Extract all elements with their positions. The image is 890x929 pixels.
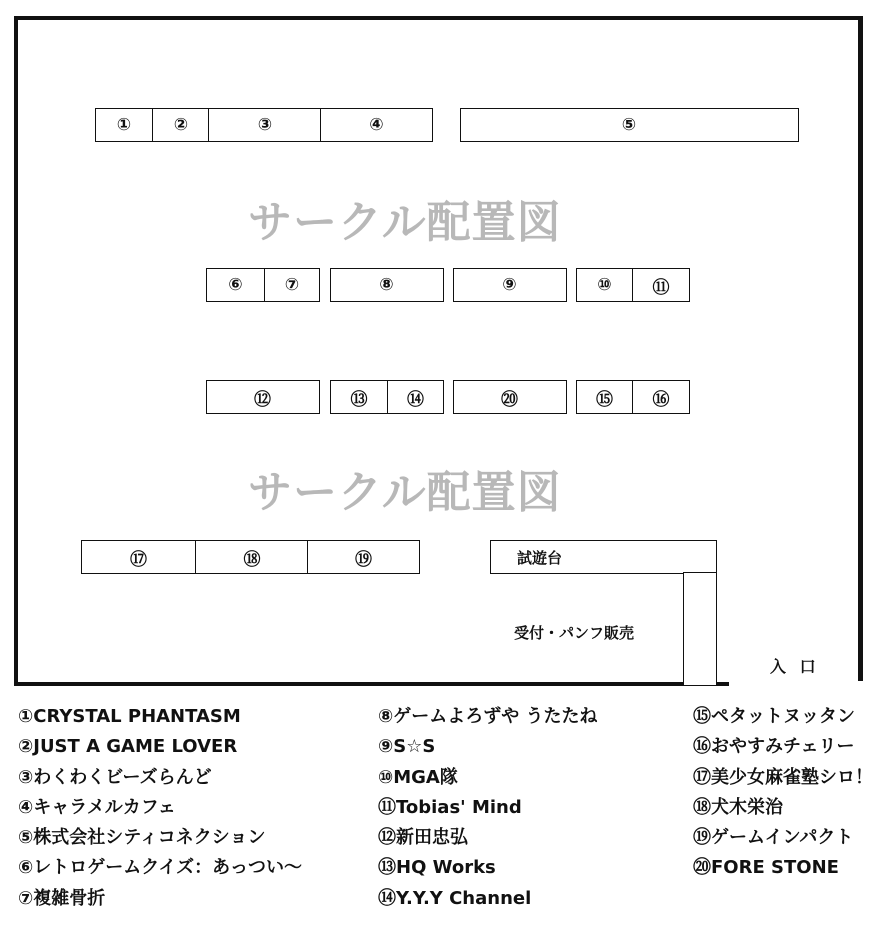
booth-15: ⑮ xyxy=(596,389,613,410)
table-row-3-a xyxy=(206,380,320,414)
booth-16: ⑯ xyxy=(632,381,689,413)
table-row-1-right xyxy=(460,108,799,142)
reception-label: 受付・パンフ販売 xyxy=(514,624,635,642)
entrance-label: 入 口 xyxy=(770,657,820,676)
booth-11: ⑪ xyxy=(632,269,689,301)
booth-18: ⑱ xyxy=(195,541,308,573)
booth-1: ① xyxy=(116,115,132,135)
table-row-2-a xyxy=(206,268,320,302)
booth-9: ⑨ xyxy=(502,275,517,295)
trial-stand-label: 試遊台 xyxy=(517,549,563,567)
booth-7: ⑦ xyxy=(264,269,319,301)
watermark-bottom: サークル配置図 xyxy=(248,467,562,518)
table-row-4 xyxy=(81,540,420,574)
legend-item: ⑱犬木栄治 xyxy=(693,796,783,818)
legend-item: ③わくわくビーズらんど xyxy=(18,766,212,788)
table-row-2-d xyxy=(576,268,690,302)
booth-5: ⑤ xyxy=(621,115,637,135)
legend-item: ⑦複雑骨折 xyxy=(18,887,106,909)
reception-counter xyxy=(683,572,717,685)
table-row-2-c xyxy=(453,268,567,302)
legend-item: ⑭Y.Y.Y Channel xyxy=(378,887,532,909)
legend-column-3 xyxy=(693,702,873,884)
legend-item: ④キャラメルカフェ xyxy=(18,796,176,818)
legend-item: ⑥レトロゲームクイズ：あっつい～ xyxy=(18,857,302,879)
booth-6: ⑥ xyxy=(228,275,243,295)
legend-item: ⑧ゲームよろずや うたたね xyxy=(378,706,598,727)
legend-item: ⑫新田忠弘 xyxy=(378,827,468,849)
booth-8: ⑧ xyxy=(379,275,394,295)
booth-3: ③ xyxy=(208,109,321,141)
booth-17: ⑰ xyxy=(130,549,147,570)
legend-item: ⑳FORE STONE xyxy=(693,857,839,879)
legend-item: ⑤株式会社シティコネクション xyxy=(18,827,266,849)
legend-item: ①CRYSTAL PHANTASM xyxy=(18,706,241,727)
legend-item: ⑨S☆S xyxy=(378,736,436,758)
table-row-2-b xyxy=(330,268,444,302)
legend-column-2 xyxy=(378,702,598,914)
legend-item: ⑩MGA隊 xyxy=(378,766,458,788)
table-row-1-left xyxy=(95,108,433,142)
legend-item: ⑪Tobias' Mind xyxy=(378,796,522,818)
watermark-top: サークル配置図 xyxy=(248,197,562,248)
legend-item: ⑮ペタットヌッタン xyxy=(693,706,855,727)
legend-item: ⑬HQ Works xyxy=(378,857,496,879)
booth-12: ⑫ xyxy=(254,389,271,410)
entrance-opening xyxy=(729,681,865,687)
booth-19: ⑲ xyxy=(307,541,419,573)
table-row-3-c xyxy=(453,380,567,414)
booth-14: ⑭ xyxy=(387,381,443,413)
table-row-3-d xyxy=(576,380,690,414)
legend-item: ⑰美少女麻雀塾シロ！ xyxy=(693,766,873,788)
legend-column-1 xyxy=(18,702,302,914)
booth-10: ⑩ xyxy=(597,275,612,295)
booth-4: ④ xyxy=(320,109,432,141)
booth-20: ⑳ xyxy=(501,389,518,410)
booth-13: ⑬ xyxy=(350,389,368,410)
legend-item: ⑲ゲームインパクト xyxy=(693,827,854,849)
table-row-3-b xyxy=(330,380,444,414)
legend-item: ②JUST A GAME LOVER xyxy=(18,736,238,758)
legend-item: ⑯おやすみチェリー xyxy=(693,736,855,758)
booth-2: ② xyxy=(152,109,209,141)
